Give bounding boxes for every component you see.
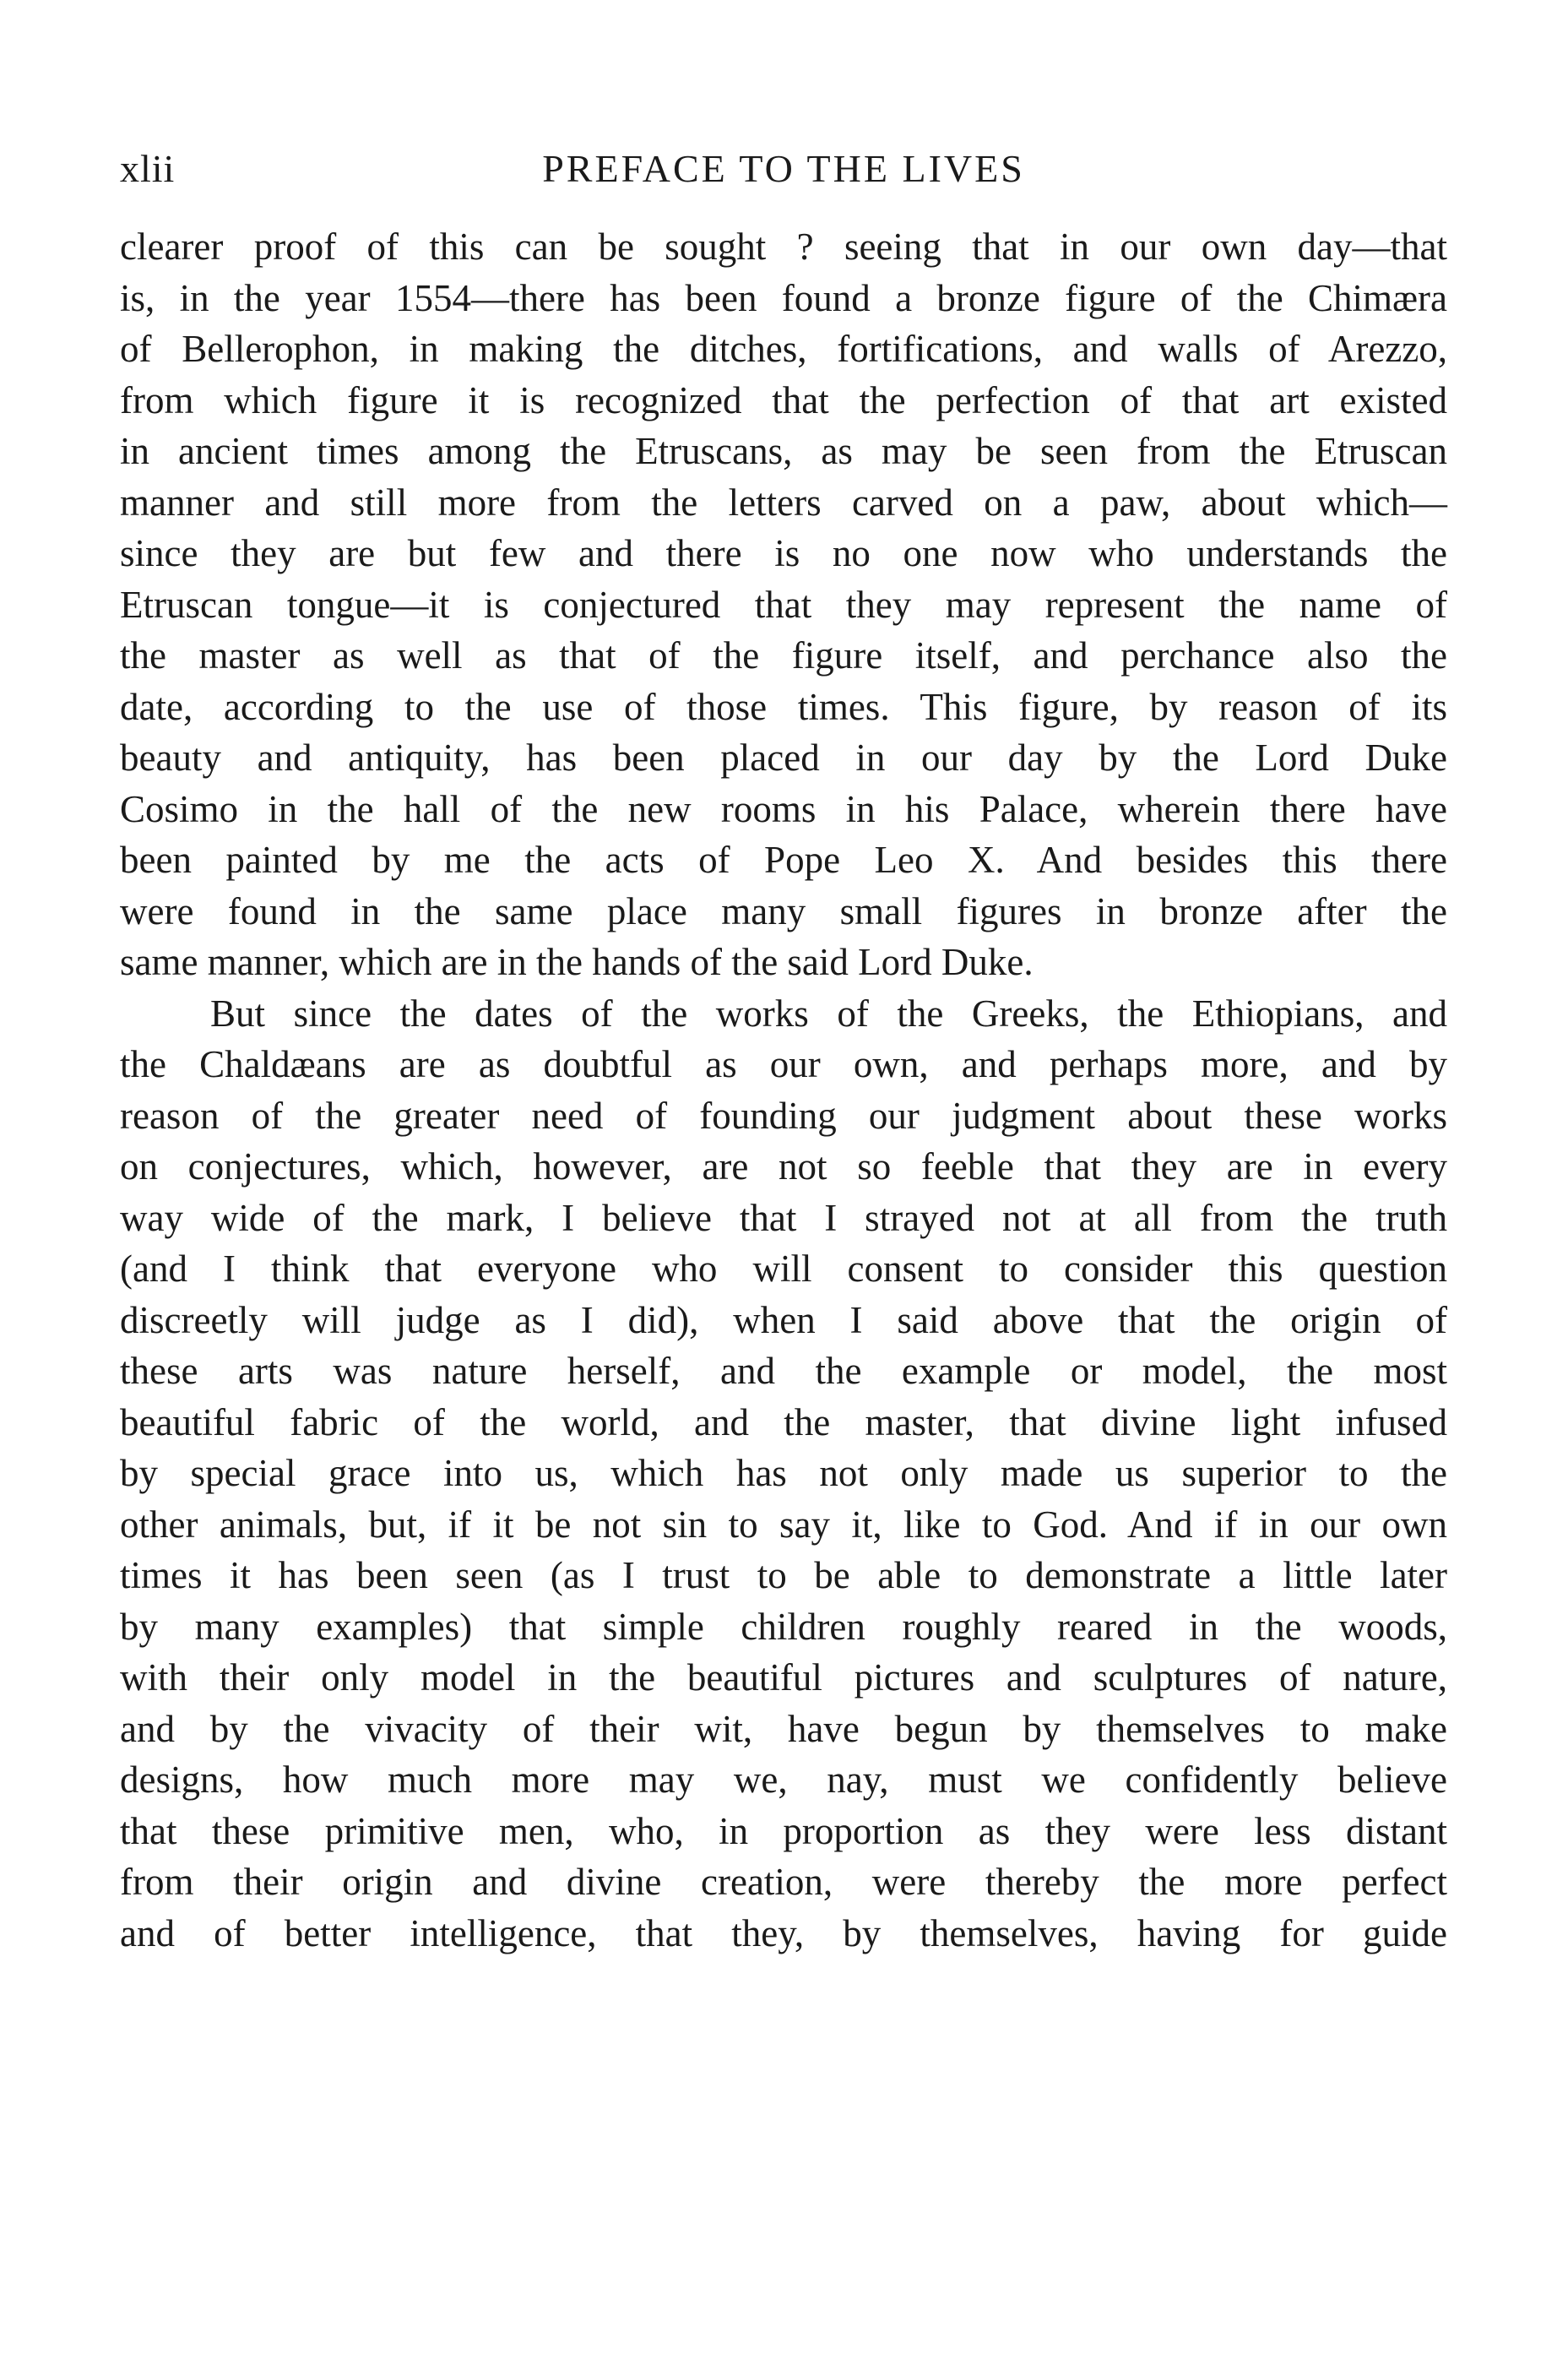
- text-line: of Bellerophon, in making the ditches, fortifications, and walls of Arezzo,: [120, 328, 1447, 370]
- text-line: other animals, but, if it be not sin to say it, like to God. And if in our own: [120, 1503, 1447, 1546]
- text-line: were found in the same place many small figures in bronze after the: [120, 889, 1447, 932]
- text-line: clearer proof of this can be sought ? seeing that in our own day—that: [120, 226, 1447, 268]
- text-line: from which figure it is recognized that the perfection of that art existed: [120, 378, 1447, 421]
- text-line: reason of the greater need of founding our judgment about these works: [120, 1094, 1447, 1137]
- text-line: Etruscan tongue—it is conjectured that they may represent the name of: [120, 583, 1447, 626]
- text-line: date, according to the use of those times. This figure, by reason of its: [120, 685, 1447, 728]
- text-line: Cosimo in the hall of the new rooms in his Palace, wherein there have: [120, 787, 1447, 830]
- text-line: manner and still more from the letters carved on a paw, about which—: [120, 481, 1447, 524]
- text-line: by many examples) that simple children roughly reared in the woods,: [120, 1605, 1447, 1648]
- paragraph: [120, 988, 1447, 1960]
- text-line: beauty and antiquity, has been placed in our day by the Lord Duke: [120, 737, 1447, 779]
- text-line: same manner, which are in the hands of the said Lord Duke.: [120, 941, 1034, 983]
- text-line: on conjectures, which, however, are not so feeble that they are in every: [120, 1145, 1447, 1188]
- text-line: by special grace into us, which has not only made us superior to the: [120, 1452, 1447, 1494]
- text-line: been painted by me the acts of Pope Leo X. And besides this there: [120, 839, 1447, 881]
- text-line: discreetly will judge as I did), when I said above that the origin of: [120, 1298, 1447, 1341]
- body-text: [120, 221, 1447, 1959]
- text-line: But since the dates of the works of the Greeks, the Ethiopians, and: [210, 992, 1447, 1035]
- text-line: with their only model in the beautiful pictures and sculptures of nature,: [120, 1656, 1447, 1699]
- text-line: (and I think that everyone who will consent to consider this question: [120, 1248, 1447, 1290]
- running-title: PREFACE TO THE LIVES: [542, 147, 1025, 190]
- page-number: xlii: [120, 147, 176, 190]
- text-line: and by the vivacity of their wit, have begun by themselves to make: [120, 1707, 1447, 1750]
- paragraph: [120, 221, 1447, 988]
- text-line: the Chaldæans are as doubtful as our own, and perhaps more, and by: [120, 1043, 1447, 1085]
- text-line: from their origin and divine creation, were thereby the more perfect: [120, 1861, 1447, 1903]
- text-line: beautiful fabric of the world, and the master, that divine light infused: [120, 1400, 1447, 1443]
- text-line: and of better intelligence, that they, by themselves, having for guide: [120, 1911, 1447, 1954]
- text-line: that these primitive men, who, in proportion as they were less distant: [120, 1809, 1447, 1852]
- text-line: times it has been seen (as I trust to be able to demonstrate a little later: [120, 1554, 1447, 1596]
- text-line: these arts was nature herself, and the example or model, the most: [120, 1350, 1447, 1392]
- text-line: is, in the year 1554—there has been found a bronze figure of the Chimæra: [120, 276, 1447, 319]
- text-line: way wide of the mark, I believe that I strayed not at all from the truth: [120, 1196, 1447, 1239]
- text-line: the master as well as that of the figure itself, and perchance also the: [120, 634, 1447, 677]
- running-head: [120, 144, 1447, 194]
- text-line: since they are but few and there is no one now who understands the: [120, 532, 1447, 574]
- text-line: designs, how much more may we, nay, must we confidently believe: [120, 1758, 1447, 1801]
- text-line: in ancient times among the Etruscans, as may be seen from the Etruscan: [120, 430, 1447, 472]
